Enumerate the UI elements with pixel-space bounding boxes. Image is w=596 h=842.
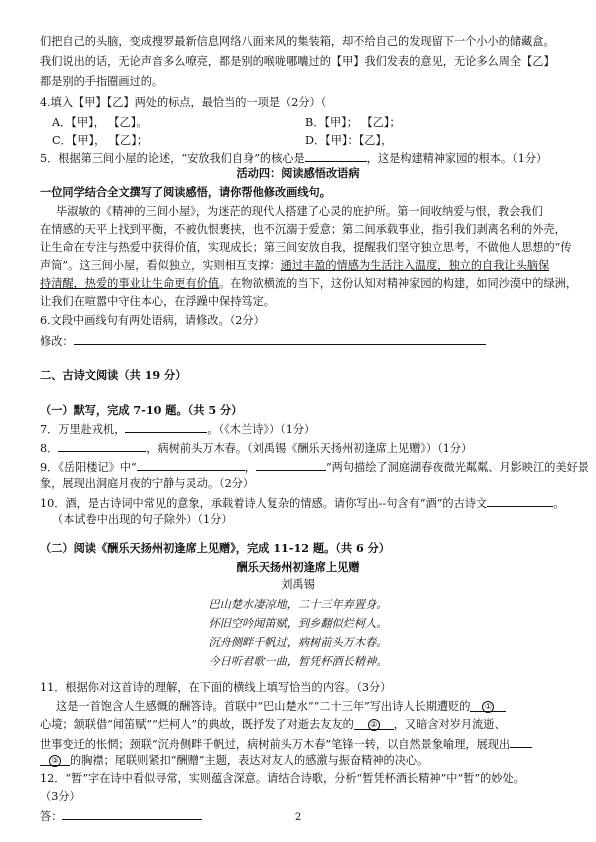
question-12-score: （3分） [40, 790, 81, 803]
q7-pre: 7．万里赴戎机， [40, 423, 126, 436]
activity-4-intro: 一位同学结合全文撰写了阅读感悟，请你帮他修改画线句。 [40, 185, 331, 199]
essay-line: 让我们在喧嚣中守住本心，在浮躁中保持笃定。 [40, 295, 275, 308]
revision-label: 修改： [40, 335, 74, 348]
underlined-sentence: 通过丰盈的情感为生活注入温度，独立的自我让头脑保 [280, 259, 550, 272]
q5-pre: 5．根据第三间小屋的论述，“安放我们自身”的核心是 [40, 152, 305, 165]
essay-line [40, 259, 549, 273]
underlined-sentence: 持清醒，热爱的事业让生命更有价值 [40, 277, 220, 290]
q11-text: 心境；颔联借“闻笛赋”“烂柯人”的典故，既抒发了对逝去友友的 [40, 718, 354, 731]
poem-title: 酬乐天扬州初逢席上见赠 [236, 560, 360, 574]
question-6: 6.文段中画线句有两处语病，请修改。（2分） [40, 314, 265, 327]
answer-blank[interactable] [487, 495, 553, 507]
activity-4-title: 活动四：阅读感悟改语病 [236, 166, 360, 180]
q11-text: 的胸襟；尾联则紧扣“酬赠”主题，表达对友人的感激与振奋精神的决心。 [70, 754, 429, 767]
q10-text: 10．酒，是古诗词中常见的意象，承载着诗人复杂的情感。请你写出--句含有“酒”的古诗文 [40, 497, 488, 510]
revision-line [40, 333, 486, 349]
question-10 [40, 495, 564, 511]
paragraph-line: 我们说出的话，无论声音多么嘹亮，都是别的喉咙哪囔过的【甲】我们发表的意见，无论多么周全【乙】 [40, 55, 555, 68]
answer-label: 答： [40, 810, 63, 823]
essay-text: 。在物欲横流的当下，这份认知对精神家园的构建，如同沙漠中的绿洲， [219, 277, 578, 290]
option-b: B．【甲】； 【乙】； [305, 116, 401, 129]
q11-line [40, 754, 428, 768]
answer-blank-3a[interactable] [510, 736, 532, 748]
question-5 [40, 150, 547, 166]
paragraph-line: 都是别的手指圈画过的。 [40, 75, 164, 88]
essay-text: 声筒”。这三间小屋，看似独立，实则相互支撑： [40, 259, 281, 272]
essay-line: 在情感的天平上找到平衡，不被仇恨裹挟，也不沉溺于爱意；第二间承载事业，指引我们剥离名利的外壳， [40, 223, 566, 236]
essay-line: 毕淑敏的《精神的三间小屋》，为迷茫的现代人搭建了心灵的庇护所。第一间收纳爱与恨，教会我们 [56, 205, 543, 218]
blank-marker: ② [368, 719, 380, 731]
q11-line [56, 700, 506, 714]
page-number: 2 [294, 812, 302, 823]
answer-blank-2[interactable] [354, 718, 394, 730]
question-12: 12．“暂”字在诗中看似寻常，实则蕴含深意。请结合诗歌，分析“暂凭杯酒长精神”中“暂”的妙处。 [40, 772, 525, 785]
q5-post: ，这是构建精神家园的根本。（1分） [366, 152, 548, 165]
q11-line [40, 736, 532, 752]
option-c: C．【甲】， 【乙】； [52, 134, 149, 147]
question-9-line2: 象，展现出洞庭月夜的宁静与灵动。（2分） [40, 477, 255, 490]
q9-pre: 9．《岳阳楼记》中“ [40, 461, 137, 474]
answer-blank[interactable] [58, 440, 146, 452]
q9-mid: ， [244, 461, 256, 474]
answer-blank[interactable] [256, 459, 326, 471]
essay-line: 让生命在专注与热爱中获得价值，实现成长；第三间安放自我，提醒我们坚守独立思考，不做他人思想的“传 [40, 241, 572, 254]
poem-line: 今日听君歌一曲，暂凭杯酒长精神。 [208, 655, 388, 668]
paragraph-line: 们把自己的头脑，变成搜罗最新信息网络八面来风的集装箱，却不给自己的发现留下一个小小的储藏盒。 [40, 35, 555, 48]
poem-line: 沉舟侧畔千帆过，病树前头万木春。 [208, 636, 388, 649]
question-10-note: （本试卷中出现的句子除外）（1分） [52, 513, 233, 526]
answer-blank[interactable] [305, 150, 367, 162]
question-7 [40, 421, 315, 437]
q9-post: ”两句描绘了洞庭湖春夜微光粼粼、月影映江的美好景 [325, 461, 589, 474]
q8-post: ，病树前头万木春。（刘禹锡《酬乐天扬州初逢席上见赠》）（1分） [146, 442, 473, 455]
option-a: A．【甲】， 【乙】。 [52, 116, 148, 129]
question-4-stem: 4.填入【甲】【乙】两处的标点，最恰当的一项是（2分）（ [40, 96, 327, 109]
question-11-stem: 11．根据你对这首诗的理解，在下面的横线上填写恰当的内容。（3分） [40, 681, 392, 694]
answer-blank[interactable] [125, 421, 207, 433]
q11-text: 世事变迁的怅惘；颈联“沉舟侧畔千帆过，病树前头万木春”笔锋一转，以自然景象喻理，展现出 [40, 738, 511, 751]
option-d: D．【甲】：【乙】， [305, 134, 393, 147]
q11-line [40, 718, 506, 732]
poem-line: 怀旧空吟闻笛赋，到乡翻似烂柯人。 [208, 617, 388, 630]
answer-blank[interactable] [137, 459, 245, 471]
q11-text: ，又暗含对岁月流逝、 [393, 718, 506, 731]
question-8 [40, 440, 472, 456]
q10-end: 。 [553, 497, 565, 510]
poem-line: 巴山楚水凄凉地，二十三年弃置身。 [208, 598, 388, 611]
section-2-title: 二、古诗文阅读（共 19 分） [40, 368, 187, 382]
part-2-title: （二）阅读《酬乐天扬州初逢席上见赠》，完成 11-12 题。（共 6 分） [40, 541, 391, 555]
essay-line [40, 277, 577, 291]
answer-blank-3[interactable] [40, 754, 70, 766]
blank-marker: ① [482, 701, 494, 713]
q11-text: 这是一首饱含人生感慨的酬答诗。首联中“巴山楚水”“二十三年”写出诗人长期遭贬的 [56, 700, 471, 713]
q7-post: 。（《木兰诗》）（1分） [207, 423, 316, 436]
question-9 [40, 459, 589, 475]
answer-blank-1[interactable] [470, 700, 506, 712]
q8-pre: 8． [40, 442, 59, 455]
blank-marker: ③ [49, 755, 61, 767]
poem-author: 刘禹锡 [281, 578, 315, 591]
revision-blank[interactable] [74, 333, 486, 345]
part-1-title: （一）默写，完成 7-10 题。（共 5 分） [40, 403, 243, 417]
